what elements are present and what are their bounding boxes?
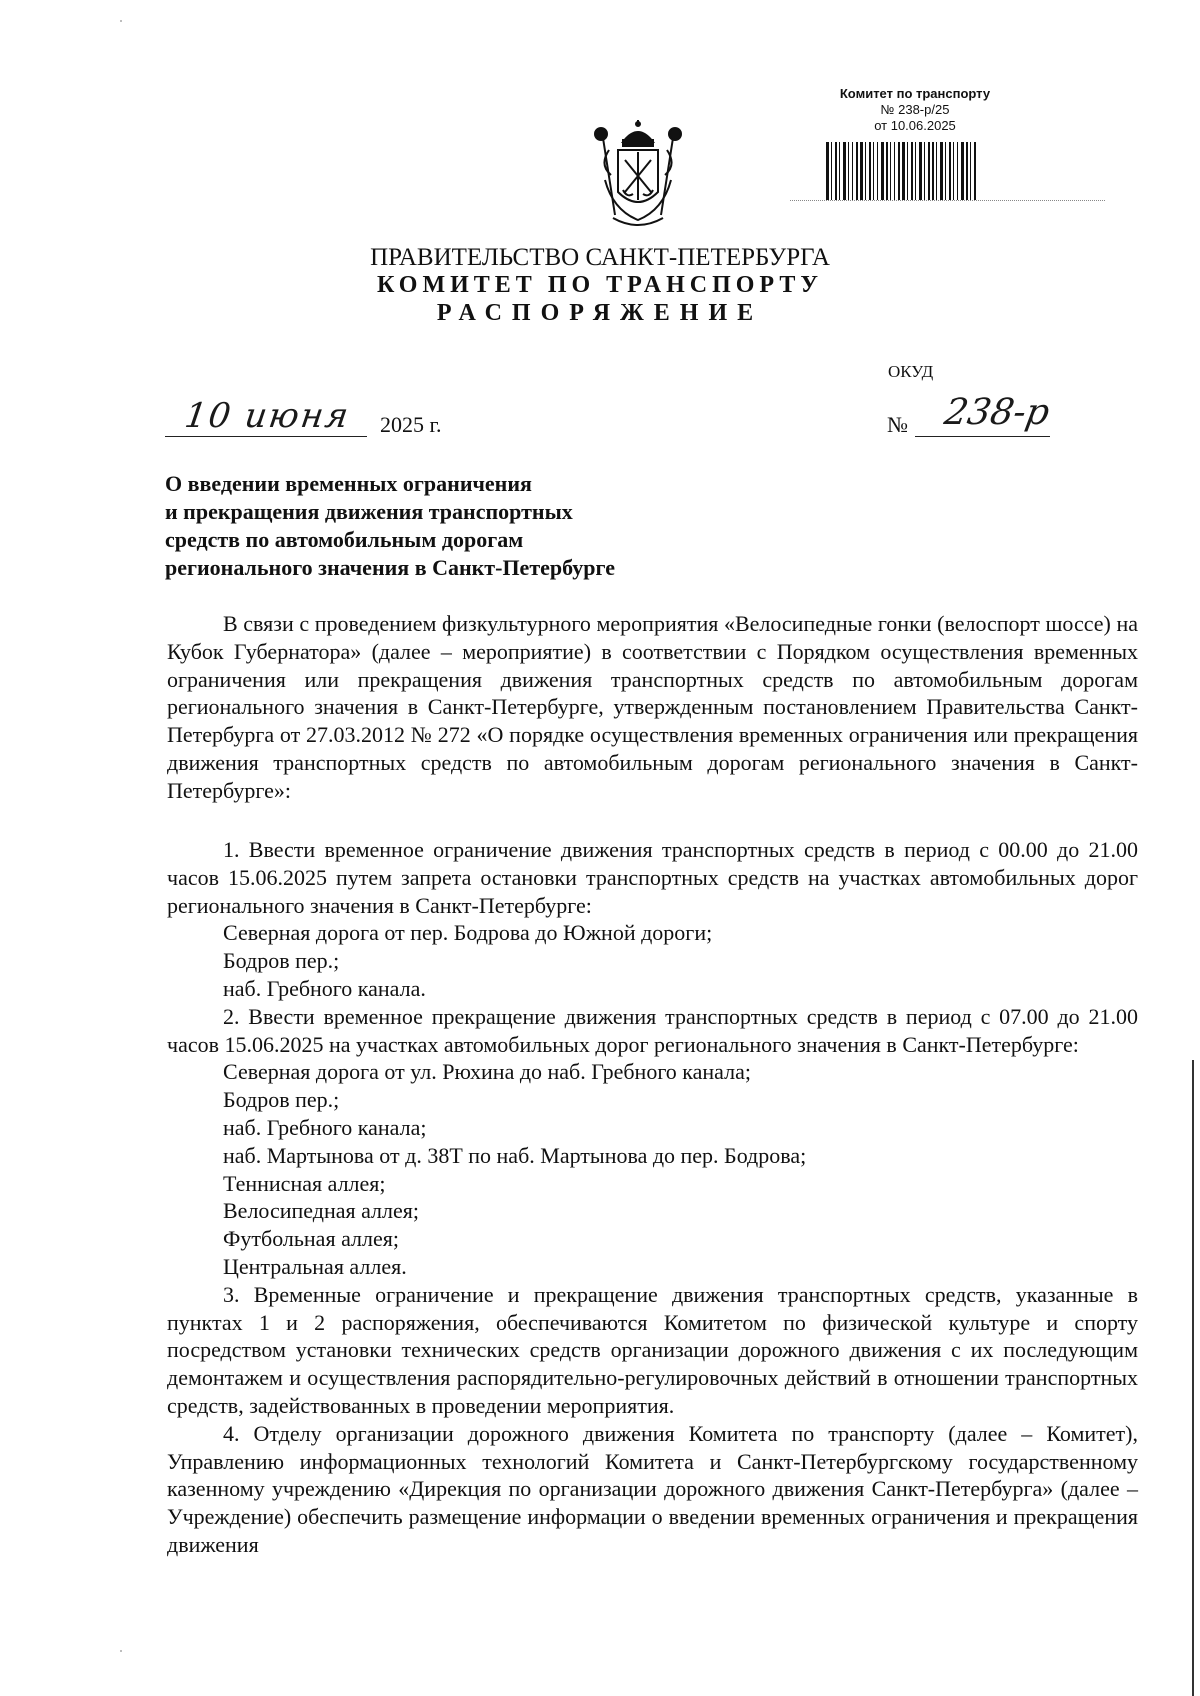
barcode-bar <box>890 142 891 200</box>
okud-label: ОКУД <box>888 362 934 381</box>
clause-2-road-item: Центральная аллея. <box>223 1253 407 1279</box>
subject-line: средств по автомобильным дорогам <box>165 527 524 552</box>
date-year: 2025 г. <box>380 412 442 437</box>
barcode-bar <box>902 142 905 200</box>
barcode-bar <box>865 142 866 200</box>
barcode-bar <box>907 142 908 200</box>
barcode-underline <box>790 200 1105 201</box>
barcode-bar <box>928 142 930 200</box>
subject-line: и прекращения движения транспортных <box>165 499 573 524</box>
clause-1-paragraph: 1. Ввести временное ограничение движения транспортных средств в период с 00.00 до 21.00 часов 15.06.2025 путем запрета остановки транспортных средств на участках автомобильных дорог регионального значения в Санкт-Петербурге: <box>167 837 1138 918</box>
clause-2-road-item: Велосипедная аллея; <box>223 1198 420 1224</box>
clause-3-paragraph: 3. Временные ограничение и прекращение движения транспортных средств, указанные в пунктах 1 и 2 распоряжения, обеспечиваются Комитетом по физической культуре и спорту посредством установки технических средств организации дорожного движения с их последующим демонтажем и осуществления распорядительно-регулировочных действий в отношении транспортных средств, задействованных в проведении мероприятия. <box>167 1281 1138 1418</box>
government-title: ПРАВИТЕЛЬСТВО САНКТ-ПЕТЕРБУРГА <box>370 244 830 271</box>
clause-2-road-item: Футбольная аллея; <box>223 1226 399 1252</box>
document-subject <box>165 470 725 582</box>
number-field <box>915 392 1053 437</box>
barcode-bar <box>873 142 874 200</box>
barcode-bar <box>957 142 958 200</box>
barcode-bar <box>826 142 829 200</box>
barcode-bar <box>966 142 968 200</box>
barcode-bar <box>856 142 858 200</box>
barcode-bar <box>877 142 878 200</box>
coat-of-arms-emblem <box>583 120 693 232</box>
barcode <box>826 142 1030 200</box>
clause-2-road-item: Северная дорога от ул. Рюхина до наб. Гребного канала; <box>223 1059 751 1085</box>
scan-speck <box>120 20 122 22</box>
barcode-bar <box>911 142 913 200</box>
preamble-section <box>167 610 1138 805</box>
clause-1-road-item: наб. Гребного канала. <box>223 975 426 1001</box>
registration-date: от 10.06.2025 <box>874 118 956 133</box>
barcode-bar <box>860 142 863 200</box>
clause-2-road-item: Бодров пер.; <box>223 1087 340 1113</box>
barcode-bar <box>932 142 934 200</box>
handwritten-number: 238-р <box>941 392 1053 433</box>
scan-speck <box>120 1650 122 1652</box>
clause-1-road-item: Бодров пер.; <box>223 948 340 974</box>
scan-edge-line <box>1192 1060 1194 1696</box>
registration-stamp <box>790 86 1040 134</box>
barcode-bar <box>974 142 976 200</box>
barcode-bar <box>848 142 849 200</box>
barcode-bar <box>936 142 937 200</box>
barcode-bar <box>970 142 971 200</box>
registration-number: № 238-р/25 <box>880 102 950 117</box>
barcode-bar <box>831 142 832 200</box>
clause-2-road-item: наб. Гребного канала; <box>223 1114 427 1140</box>
barcode-bar <box>924 142 925 200</box>
preamble-paragraph: В связи с проведением физкультурного мероприятия «Велосипедные гонки (велоспорт шоссе) на Кубок Губернатора» (далее – мероприятие) в соответствии с Порядком осуществления временных ограничения или прекращения движения транспортных средств по автомобильным дорогам регионального значения в Санкт-Петербурге, утвержденным постановлением Правительства Санкт-Петербурга от 27.03.2012 № 272 «О порядке осуществления временных ограничения или прекращения движения транспортных средств по автомобильным дорогам регионального значения в Санкт-Петербурге»: <box>167 611 1138 803</box>
clause-4-paragraph: 4. Отделу организации дорожного движения Комитета по транспорту (далее – Комитет), Управлению информационных технологий Комитета и Санкт-Петербургскому государственному казенному учреждению «Дирекция по организации дорожного движения Санкт-Петербурга» (далее – Учреждение) обеспечить размещение информации о введении временных ограничения и прекращения движения <box>167 1420 1138 1557</box>
subject-line: регионального значения в Санкт-Петербурге <box>165 555 615 580</box>
barcode-bar <box>898 142 900 200</box>
barcode-bar <box>919 142 922 200</box>
barcode-bar <box>835 142 837 200</box>
committee-title: КОМИТЕТ ПО ТРАНСПОРТУ <box>377 272 823 298</box>
barcode-bar <box>839 142 840 200</box>
barcode-bar <box>886 142 888 200</box>
clause-2-paragraph: 2. Ввести временное прекращение движения транспортных средств в период с 07.00 до 21.00 часов 15.06.2025 на участках автомобильных дорог регионального значения в Санкт-Петербурге: <box>167 1003 1138 1057</box>
clause-1-road-item: Северная дорога от пер. Бодрова до Южной дороги; <box>223 920 713 946</box>
barcode-bar <box>915 142 916 200</box>
date-field <box>165 396 367 437</box>
barcode-bar <box>852 142 853 200</box>
clause-2-road-item: наб. Мартынова от д. 38Т по наб. Мартынова до пер. Бодрова; <box>223 1142 807 1168</box>
clause-2-road-item: Теннисная аллея; <box>223 1170 386 1196</box>
barcode-bar <box>894 142 895 200</box>
barcode-bar <box>843 142 846 200</box>
number-sign: № <box>887 412 908 437</box>
barcode-bar <box>961 142 964 200</box>
orders-section <box>167 836 1138 1559</box>
handwritten-date: 10 июня <box>182 396 353 436</box>
barcode-bar <box>945 142 946 200</box>
subject-line: О введении временных ограничения <box>165 471 532 496</box>
document-type-title: РАСПОРЯЖЕНИЕ <box>436 300 764 326</box>
barcode-bar <box>953 142 954 200</box>
barcode-bar <box>869 142 871 200</box>
barcode-bar <box>940 142 943 200</box>
registration-organization: Комитет по транспорту <box>839 86 991 101</box>
barcode-bar <box>949 142 951 200</box>
barcode-bar <box>881 142 884 200</box>
